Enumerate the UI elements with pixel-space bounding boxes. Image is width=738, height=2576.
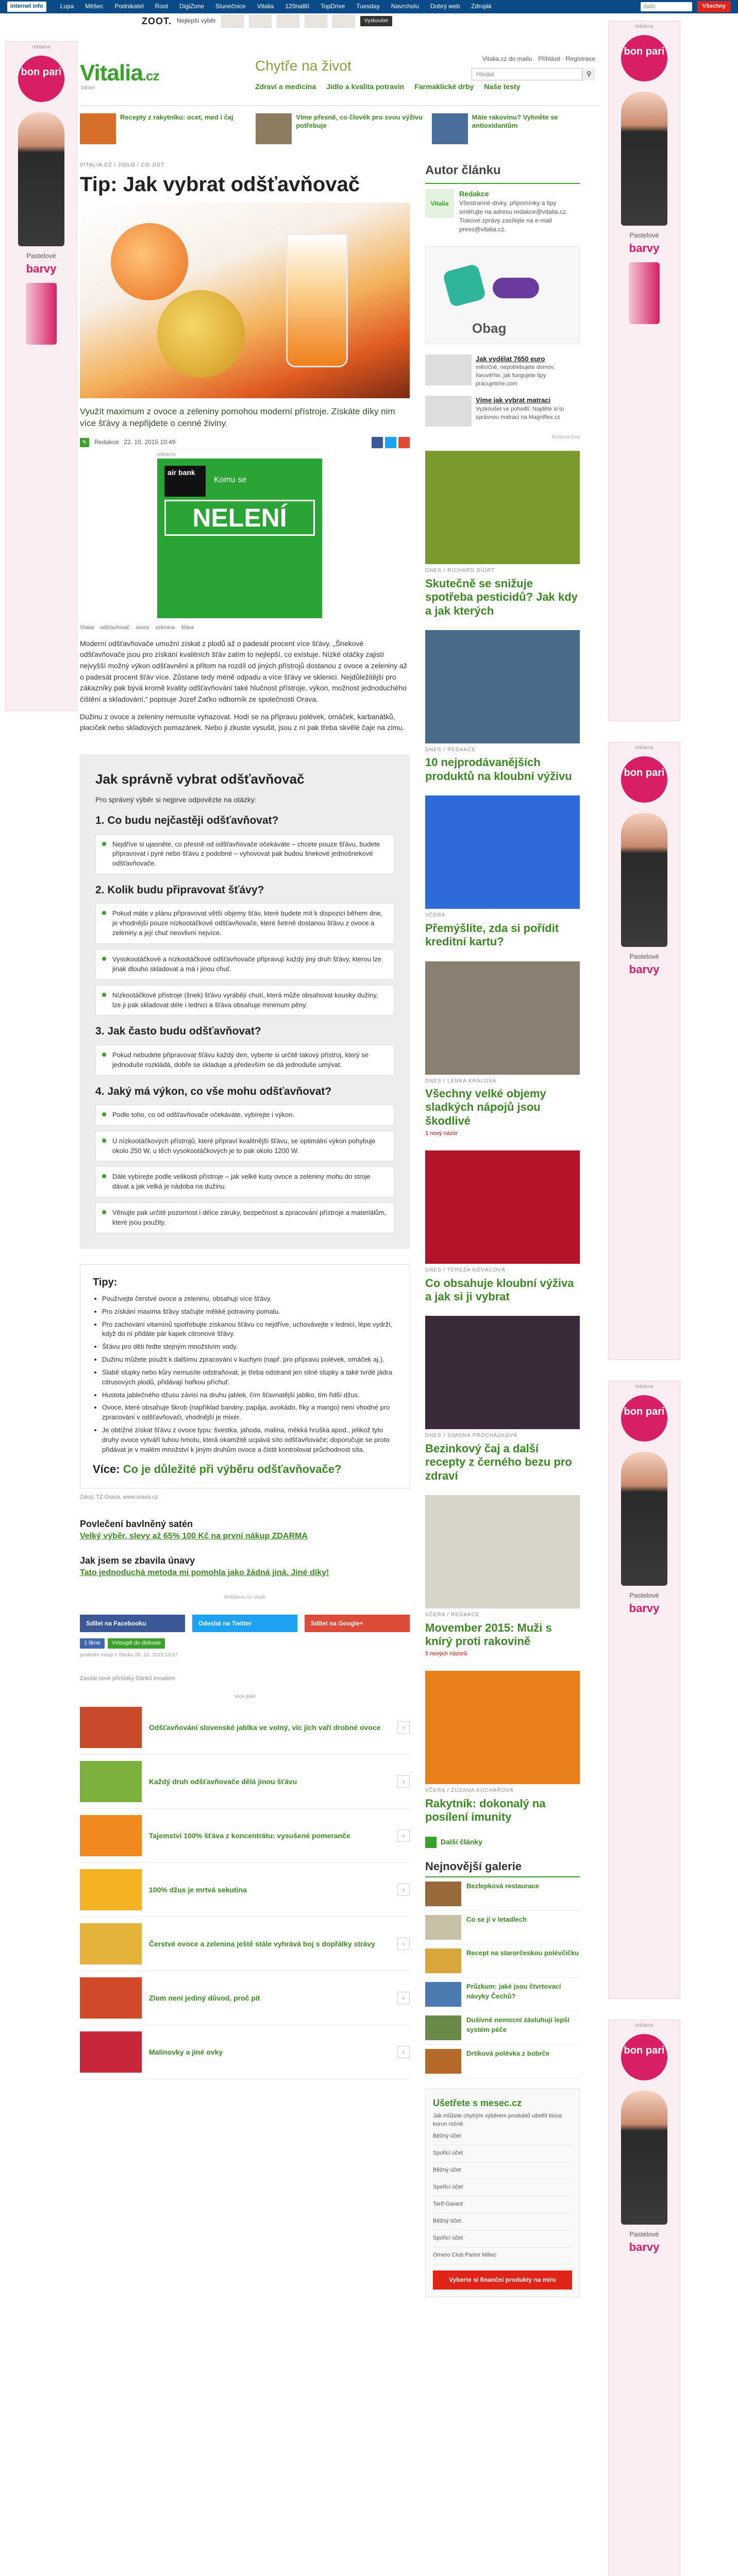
related-thumb: [80, 1923, 142, 1964]
user-bar: [482, 55, 595, 63]
promo-link[interactable]: Tato jednoduchá metoda mi pomohla jako žádná jiná. Jiné díky!: [80, 1568, 329, 1578]
ad-label: reklama: [635, 745, 653, 751]
related-item[interactable]: [80, 1701, 410, 1755]
more-articles-label[interactable]: Další články: [441, 1838, 482, 1846]
author-description: Všestranné dívky, připomínky a tipy směřujte na adresu redakce@vitalia.cz. Tiskové zprávy zasílejte na e-mail press@vitalia.cz.: [459, 199, 568, 233]
tips-box: [80, 1264, 410, 1488]
network-link[interactable]: 120na80: [285, 3, 309, 10]
tips-title: Tipy:: [93, 1276, 118, 1288]
promo-title: Jak jsem se zbavila únavy: [80, 1555, 195, 1566]
related-title[interactable]: Tajemství 100% šťáva z koncentrátu: vysušené pomeranče: [149, 1832, 350, 1840]
ad-slogan: NELENÍ: [164, 500, 315, 536]
teaser-item[interactable]: [432, 113, 600, 155]
site-header: [80, 49, 600, 106]
tag-link[interactable]: ovoce: [136, 625, 149, 631]
text-ad-item[interactable]: [425, 396, 580, 427]
new-comments-badge[interactable]: 5 nových názorů: [425, 1651, 467, 1657]
text-ad-title[interactable]: Jak vydělat 7650 euro: [476, 354, 545, 363]
share-twitter-button[interactable]: Odeslat na Twitter: [192, 1615, 297, 1632]
related-item[interactable]: [80, 1809, 410, 1863]
search-input[interactable]: Hledat: [472, 68, 595, 80]
ad-brand-logo: bon pari: [18, 56, 64, 102]
guide-answer: Vysokootáčkové a nízkootáčkové odšťavňovače připravují každý jiný druh šťávy, kterou lze jinak dlouho skladovat a má i jinou chuť.: [95, 949, 394, 980]
sidebar-article-image[interactable]: [425, 1671, 580, 1784]
author-heading: Autor článku: [425, 162, 580, 184]
gallery-thumb: [425, 1915, 461, 1940]
sidebar-article-category: VČERA / ZUZANA KUCHAŘOVÁ: [425, 1788, 514, 1794]
tag-link[interactable]: odšťavňovač: [100, 625, 130, 631]
gallery-title[interactable]: Bezlepková restaurace: [466, 1882, 539, 1890]
sidebar-article-image[interactable]: [425, 630, 580, 743]
text-ad-title[interactable]: Víme jak vybrat matraci: [476, 396, 551, 404]
sidebar-article[interactable]: [425, 795, 580, 948]
network-link[interactable]: Dobrý web: [430, 3, 460, 10]
sidebar-article-title[interactable]: Bezinkový čaj a další recepty z černého bezu pro zdraví: [425, 1442, 572, 1482]
nav-pharma[interactable]: Farmaklické drby: [414, 82, 474, 91]
network-link[interactable]: Měšec: [85, 3, 104, 10]
tip-item: • Šťávu pro děti ředte stejným množstvím vody.: [102, 1342, 397, 1352]
gallery-item[interactable]: [425, 1944, 580, 1978]
ad-text-accent: barvy: [629, 963, 660, 976]
chevron-right-icon[interactable]: ›: [397, 2046, 410, 2058]
guide-answer: Pokud nebudete připravovat šťávu každý den, vyberte si určitě takový přístroj, který se jednoduše rozkládá, dobře se skladuje a především se dá jednoduše umývat.: [95, 1045, 394, 1076]
gallery-heading: Nejnovější galerie: [425, 1858, 580, 1878]
related-item[interactable]: [80, 1863, 410, 1917]
related-thumb: [80, 1707, 142, 1748]
ad-label: reklama: [635, 2023, 653, 2028]
hero-fruit: [111, 223, 188, 300]
list-icon: [425, 1837, 437, 1848]
hero-fruit: [157, 290, 245, 378]
teaser-title[interactable]: Máte rakovinu? Vyhněte se antioxidantům: [472, 113, 558, 130]
article-meta: [80, 437, 410, 448]
tip-item: • Slabě slupky nebo kůry nemusíte odstraňovat, je třeba odstranit jen silné slupky a také tvrdé jádra citrusových plodů, přidávají hořkou příchuť.: [102, 1368, 397, 1387]
site-logo-subtitle: zdraví: [81, 85, 95, 91]
guide-question: 3. Jak často budu odšťavňovat?: [95, 1025, 261, 1038]
sidebar-article[interactable]: [425, 961, 580, 1139]
gallery-item[interactable]: [425, 2045, 580, 2078]
twitter-icon[interactable]: [385, 437, 396, 448]
gallery-item[interactable]: [425, 1911, 580, 1944]
ad-text-accent: barvy: [629, 2241, 660, 2254]
ad-text-accent: barvy: [26, 262, 57, 276]
facebook-icon[interactable]: [372, 437, 383, 448]
sidebar-article-title[interactable]: Movember 2015: Muži s knírý proti rakovině: [425, 1621, 552, 1648]
ad-model-image: [621, 813, 667, 947]
sidebar-article-category: DNES / REDAKCE: [425, 747, 476, 753]
related-thumb: [80, 1815, 142, 1856]
mesec-widget: [425, 2089, 580, 2297]
airbank-ad[interactable]: [157, 452, 322, 618]
article-paragraph: Dužinu z ovoce a zeleniny nemusíte vyhazovat. Hodí se na přípravu polévek, omáček, karbanátků, placiček nebo skladových pomazánek. Nebo ji zkuste vysušit, jsou z ní pak třeba skvělé čaje na zimu.: [80, 712, 405, 732]
teaser-title[interactable]: Víme přesně, co člověk pro svou výživu potřebuje: [296, 113, 423, 130]
sidebar-article-category: DNES / RICHARD DÍGRT: [425, 568, 495, 574]
like-button[interactable]: 1 likne: [80, 1638, 105, 1649]
newsletter-link[interactable]: Vitalia.cz do mailu: [482, 55, 532, 62]
sidebar-article-title[interactable]: Všechny velké objemy sladkých nápojů jsou škodlivé: [425, 1087, 546, 1127]
right-skyscraper-ad-3[interactable]: [608, 1381, 680, 1999]
article-author[interactable]: Redakce: [94, 438, 119, 446]
sidebar-article-category: DNES / LENKA KRÁLOVÁ: [425, 1078, 497, 1084]
ad-product-thumb: [305, 14, 327, 28]
promo-link[interactable]: Velký výběr, slevy až 65% 100 Kč na první nákup ZDARMA: [80, 1531, 308, 1540]
related-thumb: [80, 1761, 142, 1802]
article-title: Tip: Jak vybrat odšťavňovač: [80, 173, 360, 196]
ad-product-thumb: [277, 14, 299, 28]
ad-text-accent: barvy: [629, 242, 660, 255]
guide-answer: U nízkootáčkových přístrojů, které připraví kvalitnější šťávu, se optimální výkon pohybuje okolo 250 W, u těch vysokootáčkových je to pak okolo 1200 W.: [95, 1131, 394, 1162]
ad-label: reklama: [157, 452, 176, 458]
teaser-thumb: [432, 113, 468, 144]
gallery-thumb: [425, 1882, 461, 1906]
related-title[interactable]: Čerstvé ovoce a zelenina ještě stále vyhrává boj s dopřálky strávy: [149, 1940, 375, 1948]
tip-item: • Ovoce, které obsahuje škrob (například banány, papája, avokádo, fíky a mango) není vhodné pro zpracování v odšťavňovači, vhodnější je mixér.: [102, 1403, 397, 1422]
related-title[interactable]: 100% džus je mrtvá sekutina: [149, 1886, 247, 1894]
sidebar-text-ads: [425, 354, 580, 441]
author-info: [459, 189, 580, 234]
more-link-row: [93, 1461, 397, 1478]
sidebar-article[interactable]: [425, 1495, 580, 1658]
teaser-title[interactable]: Recepty z rakytníku: ocet, med i čaj: [120, 113, 233, 121]
sidebar-article[interactable]: [425, 1671, 580, 1824]
hero-juice-glass: [286, 233, 348, 367]
guide-box: [80, 754, 410, 1249]
ad-model-image: [621, 2091, 667, 2225]
ad-brand-logo: bon pari: [621, 35, 667, 81]
ad-brand-logo: bon pari: [621, 1395, 667, 1442]
ad-model-image: [621, 1452, 667, 1586]
gallery-title[interactable]: Průzkum: jaké jsou čtvrtovací návyky Čechů?: [466, 1982, 561, 2001]
new-comments-badge[interactable]: 1 nový názor: [425, 1130, 458, 1137]
guide-answer: Podle toho, co od odšťavňovače očekáváte, vybírejte i výkon.: [95, 1105, 394, 1126]
more-link[interactable]: Co je důležité při výběru odšťavňovače?: [123, 1462, 342, 1476]
sidebar-article-title[interactable]: Rakytník: dokonalý na posílení imunity: [425, 1797, 546, 1824]
text-ad-thumb: [425, 354, 472, 385]
gallery-thumb: [425, 1982, 461, 2007]
chevron-right-icon[interactable]: ›: [397, 1938, 410, 1950]
sidebar-article[interactable]: [425, 451, 580, 618]
related-thumb: [80, 1869, 142, 1910]
ad-text-accent: barvy: [629, 1602, 660, 1615]
share-bar: [80, 1615, 410, 1632]
sidebar-article-title[interactable]: Co obsahuje kloubní výživa a jak si ji vybrat: [425, 1276, 574, 1303]
promo-title: Povlečení bavlněný satén: [80, 1518, 193, 1529]
ad-note: Reklama na Vitalii: [224, 1594, 265, 1600]
left-skyscraper-ad[interactable]: [5, 41, 77, 711]
ad-text: Pastelové: [629, 231, 659, 239]
network-link[interactable]: Navrcholu: [391, 3, 419, 10]
page-wrapper: [80, 13, 600, 2297]
text-ad-thumb: [425, 396, 472, 427]
site-logo[interactable]: Vitalia.cz: [80, 60, 159, 86]
related-item[interactable]: [80, 1917, 410, 1971]
ad-product-image: [493, 278, 539, 298]
nav-food[interactable]: Jídlo a kvalita potravin: [326, 82, 405, 91]
network-link[interactable]: Podnikatel: [114, 3, 144, 10]
promo-links: [80, 1517, 410, 1579]
author-avatar: Vitalia: [425, 189, 454, 218]
text-ad-text: Vyzkoušet ve pohodlí. Najděte si tu správnou matraci na Magniflex.cz: [476, 406, 564, 421]
gallery-list: [425, 1877, 580, 2078]
article-date: 22. 10. 2015 10:49: [124, 438, 176, 446]
mesec-cta-button[interactable]: Vyberte si finanční produkty na míru: [433, 2270, 572, 2290]
sidebar-article[interactable]: [425, 630, 580, 783]
mesec-row[interactable]: Běžný účet: [433, 2213, 572, 2230]
author-icon: ✎: [80, 438, 89, 447]
gallery-title[interactable]: Recept na starorčeskou polévčičku: [466, 1949, 579, 1957]
ad-headline: Komu se: [214, 476, 247, 485]
sidebar-article-title[interactable]: Skutečně se snižuje spotřeba pesticidů? Jak kdy a jak kterých: [425, 577, 578, 617]
sidebar-article-title[interactable]: 10 nejprodávanějších produktů na kloubní výživu: [425, 756, 572, 783]
tip-item: • Pro získání maxima šťávy stačujte měkké potraviny pomalu.: [102, 1307, 397, 1317]
guide-answer: Věnujte pak určitě pozornost i délce záruky, bezpečnost a zpracování přístroje a materiálům, které jsou použity.: [95, 1202, 394, 1233]
ad-product-image: [629, 262, 660, 324]
sidebar-article-image[interactable]: [425, 1495, 580, 1608]
login-link[interactable]: Přihlásit · Registrace: [538, 55, 595, 62]
nav-tests[interactable]: Naše testy: [484, 82, 521, 91]
sidebar-article-image[interactable]: [425, 961, 580, 1075]
ad-text: Pastelové: [26, 251, 56, 260]
mesec-row[interactable]: Běžný účet: [433, 2128, 572, 2145]
mesec-heading: Ušetřete s mesec.cz: [433, 2098, 522, 2109]
ad-brand-logo: bon pari: [621, 2034, 667, 2080]
share-facebook-button[interactable]: Sdílet na Facebooku: [80, 1615, 185, 1632]
gallery-item[interactable]: [425, 2011, 580, 2045]
zoot-cta-button[interactable]: Vyzkoušet: [360, 16, 392, 27]
guide-answer: Dále vybírejte podle velikosti přístroje – jak velké kusy ovoce a zeleniny mohu do stroje dávat a jak velká je nádoba na dužinu.: [95, 1166, 394, 1197]
related-subscribe-link[interactable]: Zasílat nové přírůstky článků emailem: [80, 1675, 175, 1682]
network-link[interactable]: Tuesday: [356, 3, 380, 10]
right-skyscraper-ad-2[interactable]: [608, 742, 680, 1360]
gallery-title[interactable]: Co se jí v letadlech: [466, 1916, 527, 1924]
sidebar: [425, 162, 580, 2297]
guide-title: Jak správně vybrat odšťavňovač: [95, 771, 305, 787]
teaser-item[interactable]: [256, 113, 424, 155]
ad-product-thumb: [332, 14, 355, 28]
more-articles-link[interactable]: [425, 1837, 580, 1848]
gallery-thumb: [425, 1948, 461, 1973]
network-more-dropdown[interactable]: další: [641, 2, 692, 11]
tip-item: • Dužinu můžete použít k dalšímu zpracování v kuchyni (např. pro přípravu polévek, omáček aj.).: [102, 1355, 397, 1365]
zoot-logo: ZOOT.: [142, 15, 172, 26]
airbank-logo: air bank: [164, 466, 206, 497]
article-lead: Využít maximum z ovoce a zeleniny pomohou moderní přístroje. Získáte díky nim více šťávy a nepřijdete o cenné živiny.: [80, 406, 395, 429]
gallery-thumb: [425, 2015, 461, 2040]
obag-logo: Obag: [472, 320, 507, 336]
guide-question: 2. Kolik budu připravovat šťávy?: [95, 884, 264, 896]
related-item[interactable]: [80, 2025, 410, 2079]
related-title[interactable]: Malinovky a jiné ovky: [149, 2048, 223, 2057]
ad-model-image: [621, 92, 667, 226]
network-link[interactable]: Root: [155, 3, 169, 10]
mesec-row[interactable]: Tarif-Garant: [433, 2196, 572, 2213]
right-skyscraper-ad-1[interactable]: [608, 21, 680, 721]
site-slogan: Chytře na život: [255, 58, 351, 74]
network-logo[interactable]: internet info: [7, 2, 46, 12]
related-item[interactable]: [80, 1971, 410, 2025]
ad-label: reklama: [635, 24, 653, 29]
text-ad-item[interactable]: [425, 354, 580, 389]
sidebar-article-category: VČERA: [425, 912, 446, 919]
network-link[interactable]: DigiZone: [179, 3, 205, 10]
ad-text: Pastelové: [629, 1591, 659, 1599]
share-google-button[interactable]: Sdílet na Google+: [305, 1615, 410, 1632]
like-bar: [80, 1638, 410, 1649]
guide-intro: Pro správný výběr si nejprve odpovězte na otázky:: [95, 795, 257, 804]
all-sites-button[interactable]: Všechny: [697, 1, 731, 12]
article-body: [80, 638, 410, 734]
discussion-meta: poslední vstup v článku 26. 10. 2015 13:57: [80, 1652, 178, 1658]
gallery-item[interactable]: [425, 1978, 580, 2011]
network-link[interactable]: Slunečnice: [215, 3, 246, 10]
ad-product-image: [26, 283, 57, 345]
sidebar-article-image[interactable]: [425, 451, 580, 564]
teaser-strip: [80, 113, 600, 155]
tip-item: • Používejte čerstvé ovoce a zeleninu, obsahují více šťávy.: [102, 1294, 397, 1304]
content-columns: [80, 162, 600, 2297]
ad-product-thumb: [221, 14, 244, 28]
sidebar-articles: [425, 451, 580, 1848]
article-hero-image: [80, 202, 410, 398]
ad-brand-logo: bon pari: [621, 756, 667, 803]
right-skyscraper-ad-4[interactable]: [608, 2020, 680, 2576]
mesec-row[interactable]: Spořicí účet: [433, 2230, 572, 2247]
network-link[interactable]: Lupa: [60, 3, 74, 10]
tip-item: • Je obtížné získat šťávu z ovoce typu: švestka, jahoda, malina, měkká hruška apod., jelikož tyto druhy ovoce vytváří tuhou hmotu, která okamžitě ucpává síto odšťavňovače; doporučuje se proto přidávat je v malém množství k jiným druhům ovoce a čistit kontrolovat průchodnost síta.: [102, 1426, 397, 1455]
article-source: Zdroj: TZ Orava, www.orava.cz: [80, 1494, 158, 1500]
related-item[interactable]: [80, 1755, 410, 1809]
tip-item: • Pro zachování vitamínů spotřebujte získanou šťávu co nejdříve, uchovávejte v lednici, lépe vydrží, když do ní přidáte pár kapek citronové šťávy.: [102, 1320, 397, 1340]
sidebar-article-image[interactable]: [425, 795, 580, 909]
tag-link[interactable]: Vitalia: [80, 625, 94, 631]
sidebar-article-category: VČERA / REDAKCE: [425, 1612, 480, 1618]
guide-answer: Nízkootáčkové přístroje (šnek) šťávu vyrábějí chutí, která může obsahovat kousky dužiny, lze ji pak skladovat déle i lednici a šťáva obsahuje minimum pěny.: [95, 985, 394, 1016]
article-paragraph: Moderní odšťavňovače umožní získat z plodů až o padesát procent více šťávy. „Šnekové odšťavňovače jsou pro získání kvalitních šťáv zatím to nejlepší, co existuje. Nízké otáčky zajistí nejvyšší možný výkon odšťavnění a přitom na rozdíl od jiných přístrojů dostanou z ovoce a zeleniny až o padesát procent šťáv více. Zůstane tedy méně odpadu a více šťávy ve sklenici. Nejdůležitější pro zákazníky pak bývá kromě kvality odšťavňování také hlučnost přístroje, výkon, možnost jednoduchého čištění a skladování,“ popisuje Jozef Zaťko odborník ze společnosti Orava.: [80, 639, 407, 704]
related-thumb: [80, 1977, 142, 2019]
teaser-item[interactable]: [80, 113, 248, 155]
guide-question: 1. Co budu nejčastěji odšťavňovat?: [95, 815, 279, 827]
mesec-row[interactable]: Spořicí účet: [433, 2145, 572, 2162]
ad-product-thumb: [249, 14, 272, 28]
sidebar-article-title[interactable]: Přemýšlíte, zda si pořídit kreditní kartu?: [425, 921, 559, 948]
tag-link[interactable]: zelenina: [155, 625, 175, 631]
gallery-thumb: [425, 2049, 461, 2074]
chevron-right-icon[interactable]: ›: [397, 1884, 410, 1896]
mesec-row[interactable]: Spořicí účet: [433, 2179, 572, 2196]
author-box: [425, 189, 580, 234]
chevron-right-icon[interactable]: ›: [397, 1721, 410, 1734]
gallery-title[interactable]: Dušívné nemocní zásluhují lepší systém péče: [466, 2016, 570, 2034]
network-link[interactable]: TopDrive: [320, 3, 345, 10]
gallery-item[interactable]: [425, 1877, 580, 1911]
author-name[interactable]: Redakce: [459, 189, 489, 198]
guide-answer: Nejdříve si ujasněte, co přesně od odšťavňovače očekáváte – chcete pouze šťávu, budete připravovat i pyré nebo šťávu z podobné – vyhovovat pak budou šnekové jednošnekové odšťavňovače.: [95, 834, 394, 875]
gallery-title[interactable]: Drtíková polévka z bobrče: [466, 2049, 550, 2058]
main-navigation: [255, 81, 520, 92]
zoot-banner-ad[interactable]: [80, 13, 600, 29]
discussion-button[interactable]: Vstoupit do diskuse: [108, 1638, 165, 1649]
ad-text: Pastelové: [629, 952, 659, 960]
sidebar-article-category: DNES / TEREZA KOVÁCOVÁ: [425, 1267, 506, 1274]
network-link[interactable]: Vitalia: [257, 3, 274, 10]
nav-health[interactable]: Zdraví a medicína: [255, 82, 316, 91]
tip-item: • Hustota jablečného džusu závisí na druhu jablek, čím šťavnatější jablko, tím řidší džus.: [102, 1391, 397, 1400]
related-list: [80, 1693, 410, 2080]
chevron-right-icon[interactable]: ›: [397, 1775, 410, 1788]
zoot-label: Nejlepší výběr: [177, 17, 216, 25]
teaser-thumb: [256, 113, 292, 144]
ad-label: Reklama Etra: [551, 434, 580, 440]
breadcrumb[interactable]: VITALIA.CZ / JÍDLO / CO JÍST: [80, 162, 164, 168]
mesec-row[interactable]: Omero Club Partnr Miliec: [433, 2247, 572, 2264]
top-network-bar: [0, 0, 738, 13]
share-icons: [372, 437, 410, 448]
mesec-row[interactable]: Běžný účet: [433, 2162, 572, 2179]
ad-product-image: [442, 263, 487, 308]
related-thumb: [80, 2031, 142, 2073]
ad-model-image: [18, 112, 64, 246]
sidebar-article-image[interactable]: [425, 1150, 580, 1264]
chevron-right-icon[interactable]: ›: [397, 1992, 410, 2004]
sidebar-article-image[interactable]: [425, 1316, 580, 1429]
tips-list: [93, 1294, 397, 1455]
guide-answer: Pokud máte v plánu připravovat větší objemy šťáv, které budete mít k dispozici během dne, je vhodnější pouze nízkootáčkové odšťavňovače, které šetrně dostanou šťávu z ovoce a zeleniny a její chuť neovlivní nejvíce.: [95, 903, 394, 944]
ad-text: Pastelové: [629, 2230, 659, 2238]
obag-ad[interactable]: [425, 246, 580, 344]
mesec-text: Jak můžete chytrým výběrem produktů ušetřit tisíce korun ročně.: [433, 2112, 562, 2127]
text-ad-text: měsíčně, nepotřebujete domov. Neuvěříte, jak fungujete tipy pracujetime.com: [476, 364, 555, 387]
guide-question: 4. Jaký má výkon, co vše mohu odšťavňovat?: [95, 1085, 332, 1097]
more-prefix: Více:: [93, 1462, 120, 1476]
article-tags: [80, 624, 410, 632]
sidebar-article[interactable]: [425, 1150, 580, 1303]
ad-label: reklama: [635, 1384, 653, 1389]
article-column: [80, 162, 410, 2297]
tag-link[interactable]: šťáva: [181, 625, 194, 631]
sidebar-article[interactable]: [425, 1316, 580, 1483]
related-title[interactable]: Zlom není jediný důvod, proč pít: [149, 1994, 260, 2003]
network-link[interactable]: Zdroják: [471, 3, 492, 10]
google-plus-icon[interactable]: [398, 437, 410, 448]
related-title[interactable]: Každý druh odšťavňovače dělá jinou šťávu: [149, 1777, 297, 1786]
teaser-thumb: [80, 113, 116, 144]
ad-label: reklama: [32, 44, 51, 50]
related-label: Více jídel: [234, 1693, 256, 1700]
sidebar-article-category: DNES / SIMONA PROCHÁZKOVÁ: [425, 1433, 518, 1439]
search-icon[interactable]: ⚲: [582, 68, 595, 80]
related-title[interactable]: Odšťavňování slovenské jablka ve volný, víc jich vaří drobné ovoce: [149, 1723, 381, 1732]
chevron-right-icon[interactable]: ›: [397, 1829, 410, 1842]
